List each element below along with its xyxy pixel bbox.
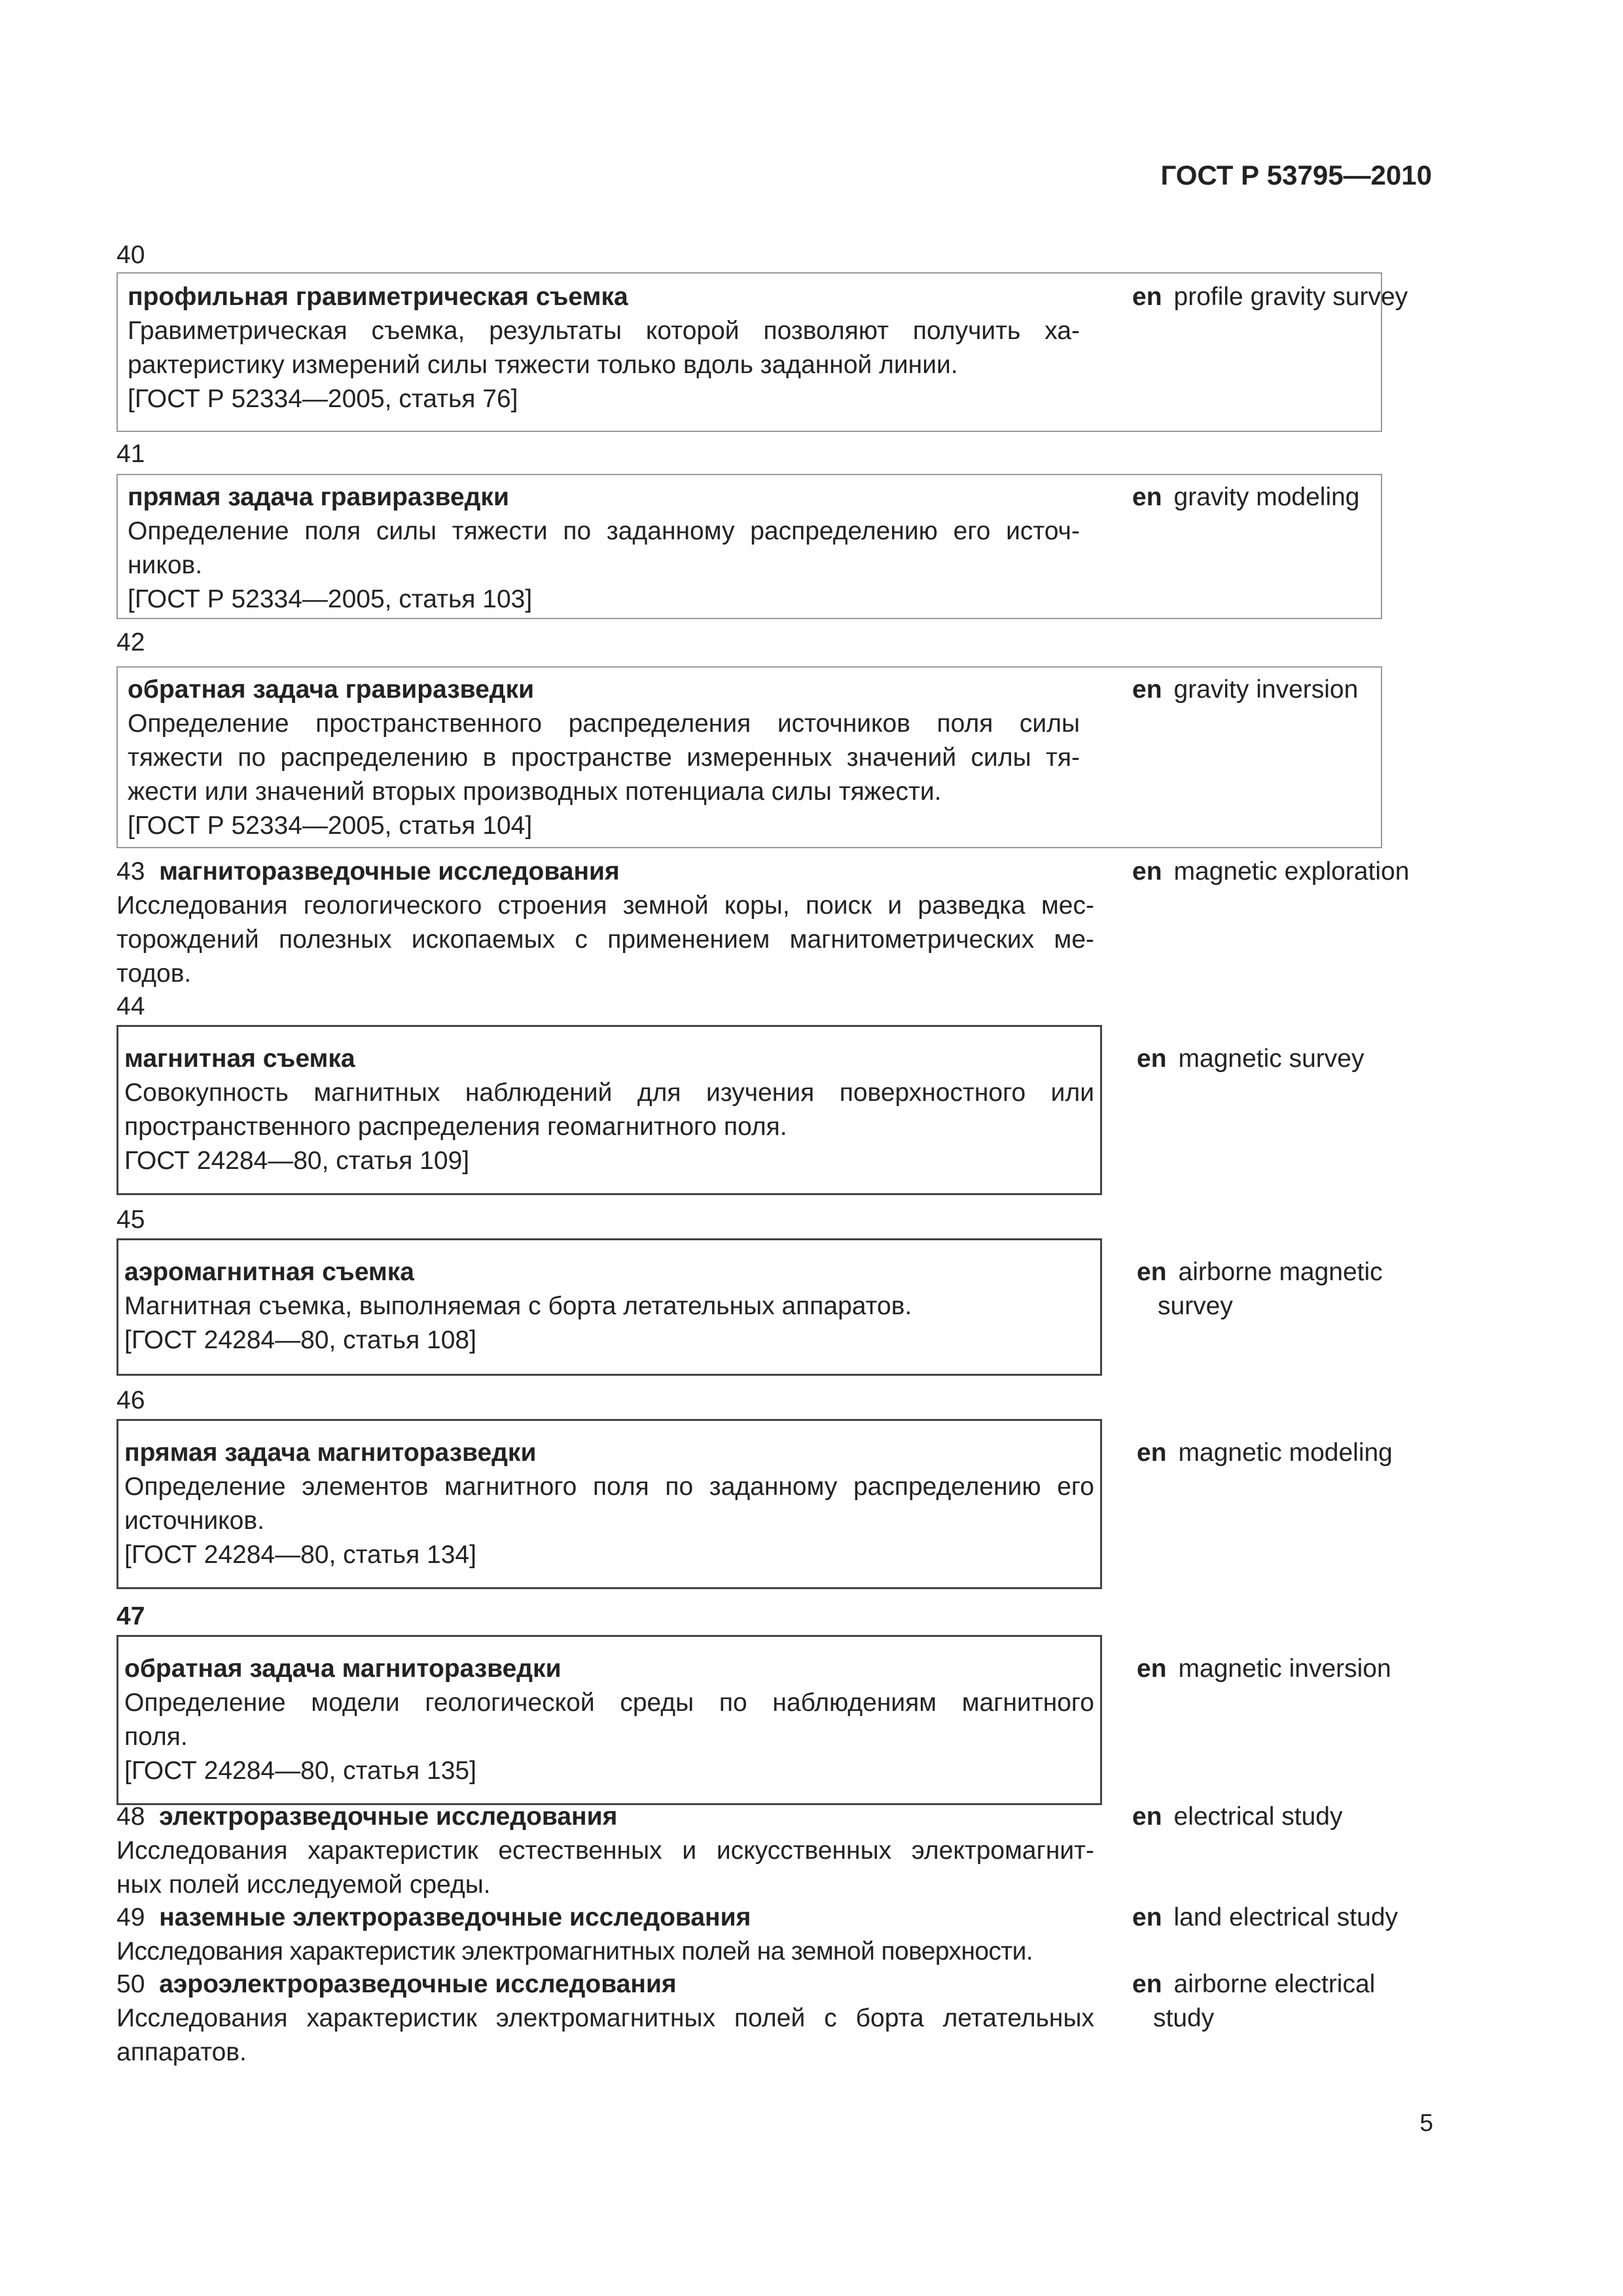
definition-reference: [ГОСТ 24284—80, статья 134] — [124, 1541, 476, 1569]
definition-reference: [ГОСТ 24284—80, статья 108] — [124, 1326, 476, 1354]
en-label: en — [1132, 483, 1162, 511]
en-term: airborne magnetic — [1178, 1258, 1383, 1286]
definition-line: ных полей исследуемой среды. — [116, 1871, 491, 1899]
definition-50 — [116, 1967, 1094, 2070]
document-header: ГОСТ Р 53795—2010 — [1160, 160, 1432, 190]
definition-reference: [ГОСТ Р 52334—2005, статья 104] — [128, 812, 533, 840]
definition-reference: [ГОСТ Р 52334—2005, статья 76] — [128, 385, 518, 413]
definition-line: жести или значений вторых производных потенциала силы тяжести. — [128, 778, 942, 806]
definition-49 — [116, 1901, 1094, 1969]
en-term: airborne electrical — [1173, 1970, 1376, 1998]
english-equivalent-40 — [1132, 280, 1408, 314]
definition-line: Определение поля силы тяжести по заданному распределению его источ- — [128, 517, 1080, 545]
en-term: magnetic modeling — [1178, 1439, 1393, 1467]
term-50: аэроэлектроразведочные исследования — [159, 1970, 677, 1998]
definition-44 — [124, 1042, 1094, 1178]
entry-number-42: 42 — [116, 628, 145, 656]
en-term: profile gravity survey — [1173, 283, 1408, 311]
en-label: en — [1132, 857, 1162, 886]
english-equivalent-44 — [1137, 1042, 1364, 1076]
entry-number-44: 44 — [116, 992, 145, 1020]
term-47: обратная задача магниторазведки — [124, 1655, 562, 1683]
term-44: магнитная съемка — [124, 1045, 355, 1073]
term-48: электроразведочные исследования — [159, 1803, 618, 1831]
en-label: en — [1132, 675, 1162, 704]
en-label: en — [1137, 1439, 1167, 1467]
definition-46 — [124, 1436, 1094, 1572]
entry-number-41: 41 — [116, 440, 145, 468]
definition-line: ников. — [128, 551, 203, 579]
definition-line: Магнитная съемка, выполняемая с борта летательных аппаратов. — [124, 1292, 912, 1320]
term-49: наземные электроразведочные исследования — [159, 1903, 751, 1931]
en-term: land electrical study — [1173, 1903, 1399, 1931]
definition-line: пространственного распределения геомагнитного поля. — [124, 1113, 787, 1141]
definition-45 — [124, 1255, 1094, 1357]
definition-line: поля. — [124, 1723, 188, 1751]
en-term: magnetic survey — [1178, 1045, 1364, 1073]
definition-line: Исследования характеристик естественных и искусственных электромагнит- — [116, 1837, 1094, 1865]
definition-line: Определение элементов магнитного поля по заданному распределению его — [124, 1473, 1094, 1501]
term-48-line — [116, 1800, 1094, 1834]
english-equivalent-50 — [1132, 1967, 1375, 2036]
en-label: en — [1132, 1903, 1162, 1931]
english-equivalent-48 — [1132, 1800, 1342, 1834]
english-equivalent-42 — [1132, 673, 1358, 707]
en-term: magnetic inversion — [1178, 1655, 1391, 1683]
definition-reference: [ГОСТ Р 52334—2005, статья 103] — [128, 585, 533, 613]
definition-40 — [128, 280, 1080, 416]
english-equivalent-46 — [1137, 1436, 1393, 1470]
definition-line: аппаратов. — [116, 2038, 247, 2066]
definition-42 — [128, 673, 1080, 843]
english-equivalent-41 — [1132, 480, 1359, 514]
definition-41 — [128, 480, 1080, 617]
definition-line: Исследования геологического строения земной коры, поиск и разведка мес- — [116, 891, 1094, 920]
term-46: прямая задача магниторазведки — [124, 1439, 537, 1467]
definition-reference: ГОСТ 24284—80, статья 109] — [124, 1147, 470, 1175]
entry-number-47: 47 — [116, 1602, 145, 1630]
term-49-line — [116, 1901, 1094, 1935]
definition-line: Определение модели геологической среды по наблюдениям магнитного — [124, 1689, 1094, 1717]
en-label: en — [1137, 1045, 1167, 1073]
entry-number-48: 48 — [116, 1803, 145, 1831]
term-43: магниторазведочные исследования — [159, 857, 620, 886]
en-label: en — [1132, 1970, 1162, 1998]
term-50-line — [116, 1967, 1094, 2001]
english-equivalent-43 — [1132, 855, 1409, 889]
english-equivalent-45 — [1137, 1255, 1383, 1323]
en-term: gravity modeling — [1173, 483, 1360, 511]
definition-reference: [ГОСТ 24284—80, статья 135] — [124, 1757, 476, 1785]
english-equivalent-49 — [1132, 1901, 1398, 1935]
english-equivalent-47 — [1137, 1652, 1391, 1686]
entry-number-46: 46 — [116, 1386, 145, 1414]
definition-line: тодов. — [116, 960, 192, 988]
en-term-continued: study — [1153, 2004, 1215, 2032]
en-label: en — [1132, 1803, 1162, 1831]
definition-line: Исследования характеристик электромагнитных полей на земной поверхности. — [116, 1937, 1033, 1965]
entry-number-50: 50 — [116, 1970, 145, 1998]
definition-line: тяжести по распределению в пространстве измеренных значений силы тя- — [128, 744, 1080, 772]
en-label: en — [1132, 283, 1162, 311]
page-number: 5 — [1419, 2109, 1433, 2136]
definition-line: торождений полезных ископаемых с применением магнитометрических ме- — [116, 925, 1094, 954]
definition-47 — [124, 1652, 1094, 1788]
en-term-continued: survey — [1158, 1292, 1233, 1320]
en-label: en — [1137, 1258, 1167, 1286]
definition-line: Определение пространственного распределения источников поля силы — [128, 709, 1080, 738]
en-term: gravity inversion — [1173, 675, 1359, 704]
entry-number-45: 45 — [116, 1206, 145, 1234]
definition-48 — [116, 1800, 1094, 1902]
definition-line: Совокупность магнитных наблюдений для изучения поверхностного или — [124, 1079, 1094, 1107]
entry-number-43: 43 — [116, 857, 145, 886]
en-term: electrical study — [1173, 1803, 1343, 1831]
term-43-line — [116, 855, 1094, 889]
definition-line: Гравиметрическая съемка, результаты которой позволяют получить ха- — [128, 317, 1080, 345]
term-45: аэромагнитная съемка — [124, 1258, 414, 1286]
en-label: en — [1137, 1655, 1167, 1683]
definition-line: рактеристику измерений силы тяжести только вдоль заданной линии. — [128, 351, 958, 379]
term-41: прямая задача гравиразведки — [128, 483, 509, 511]
definition-43 — [116, 855, 1094, 991]
definition-line: источников. — [124, 1507, 264, 1535]
definition-line: Исследования характеристик электромагнитных полей с борта летательных — [116, 2004, 1094, 2032]
entry-number-49: 49 — [116, 1903, 145, 1931]
en-term: magnetic exploration — [1173, 857, 1410, 886]
entry-number-40: 40 — [116, 241, 145, 269]
term-42: обратная задача гравиразведки — [128, 675, 535, 704]
term-40: профильная гравиметрическая съемка — [128, 283, 628, 311]
